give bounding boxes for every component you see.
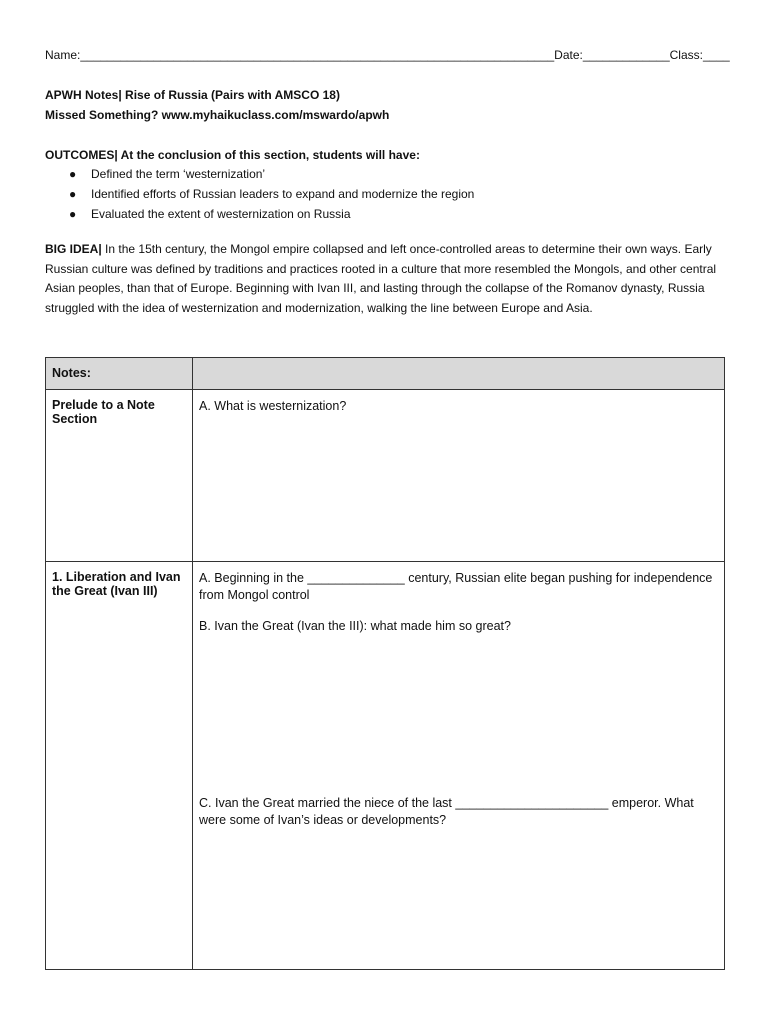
bullet-icon: ●	[69, 207, 77, 221]
table-row	[46, 390, 725, 562]
prelude-notes-cell[interactable]	[193, 390, 725, 562]
outcomes-list	[69, 164, 474, 224]
bullet-icon: ●	[69, 187, 77, 201]
liberation-label: 1. Liberation and Ivan the Great (Ivan III)	[46, 562, 193, 970]
outcome-item: ● Defined the term ‘westernization’	[69, 164, 474, 184]
bullet-icon: ●	[69, 167, 77, 181]
outcome-item: ● Identified efforts of Russian leaders to expand and modernize the region	[69, 184, 474, 204]
question-a: A. What is westernization?	[199, 399, 347, 413]
question-b: B. Ivan the Great (Ivan the III): what made him so great?	[199, 619, 511, 633]
notes-header-cell: Notes:	[46, 358, 193, 390]
table-header-row	[46, 358, 725, 390]
big-idea-label: BIG IDEA|	[45, 242, 102, 256]
prelude-label: Prelude to a Note Section	[46, 390, 193, 562]
notes-table	[45, 357, 725, 970]
worksheet-title: APWH Notes| Rise of Russia (Pairs with AMSCO 18)	[45, 88, 340, 102]
notes-header-right-cell	[193, 358, 725, 390]
liberation-notes-cell[interactable]	[193, 562, 725, 970]
name-date-class-line[interactable]: Name:_______________________________________________________________________Date:_____________Class:____	[45, 48, 730, 62]
question-c: C. Ivan the Great married the niece of the last ______________________ emperor. What were some of Ivan’s ideas or developments?	[199, 796, 694, 827]
missed-something-link[interactable]: Missed Something? www.myhaikuclass.com/mswardo/apwh	[45, 108, 390, 122]
outcomes-heading: OUTCOMES| At the conclusion of this section, students will have:	[45, 148, 420, 162]
outcome-item: ● Evaluated the extent of westernization on Russia	[69, 204, 474, 224]
big-idea-text: In the 15th century, the Mongol empire collapsed and left once-controlled areas to determine their own ways. Early Russian culture was defined by traditions and practices rooted in a culture that more resembled the Mongols, and other central Asian peoples, than that of Europe. Beginning with Ivan III, and lasting through the collapse of the Romanov dynasty, Russia struggled with the idea of westernization and modernization, walking the line between Europe and Asia.	[45, 242, 717, 315]
question-a: A. Beginning in the ______________ century, Russian elite began pushing for independence from Mongol control	[199, 571, 713, 602]
table-row	[46, 562, 725, 970]
big-idea-paragraph	[45, 240, 725, 318]
